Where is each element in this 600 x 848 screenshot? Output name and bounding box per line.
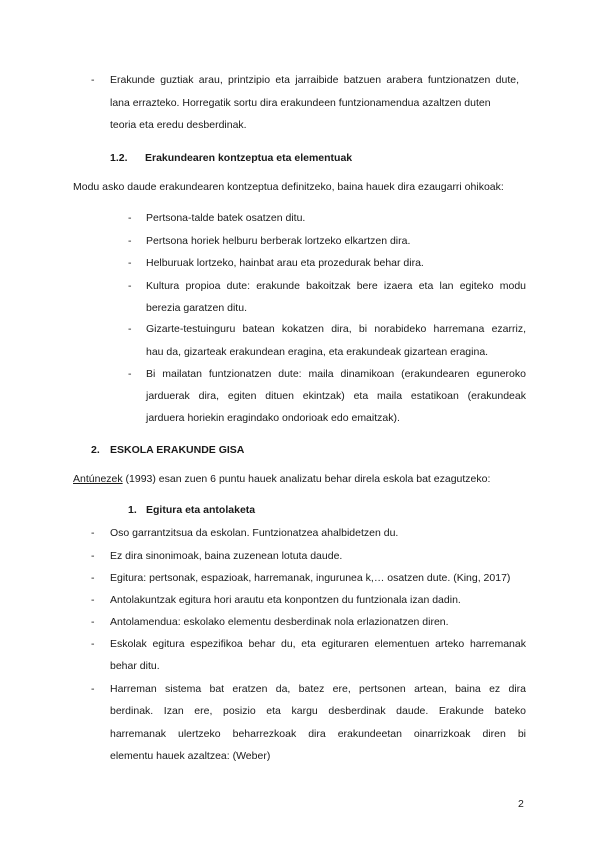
list-item: Antolakuntzak egitura hori arautu eta konpontzen du funtzionala izan dadin. [110,594,461,606]
list-item-cont: berezia garatzen ditu. [146,302,247,314]
lead-text: (1993) esan zuen 6 puntu hauek analizatu behar direla eskola bat ezagutzeko: [122,473,491,485]
bullet-dash: - [128,235,132,247]
list-item-cont: harremanak ulertzeko beharrezkoak dira erakundeetan oinarrizkoak diren bi [110,728,526,740]
bullet-dash: - [91,638,95,650]
bullet-dash: - [128,368,132,380]
list-item: Helburuak lortzeko, hainbat arau eta prozedurak behar dira. [146,257,424,269]
list-item-cont: behar ditu. [110,660,160,672]
page-number: 2 [518,798,524,810]
bullet-dash: - [91,616,95,628]
bullet-dash: - [91,527,95,539]
section-title: ESKOLA ERAKUNDE GISA [110,444,245,456]
bullet-dash: - [128,257,132,269]
list-item: Pertsona horiek helburu berberak lortzeko elkartzen dira. [146,235,411,247]
list-item: Bi mailatan funtzionatzen dute: maila dinamikoan (erakundearen eguneroko [146,368,526,380]
list-item: Gizarte-testuinguru batean kokatzen dira, bi norabideko harremana ezarriz, [146,323,526,335]
bullet-dash: - [91,683,95,695]
list-item: Pertsona-talde batek osatzen ditu. [146,212,306,224]
section-lead: Modu asko daude erakundearen kontzeptua definitzeko, baina hauek dira ezaugarri ohikoak: [73,181,504,193]
intro-line: teoria eta eredu desberdinak. [110,119,247,131]
bullet-dash: - [128,212,132,224]
bullet-dash: - [91,572,95,584]
list-item: Eskolak egitura espezifikoa behar du, eta egituraren elementuen arteko harremanak [110,638,526,650]
list-item-cont: berdinak. Izan ere, posizio eta kargu desberdinak daude. Erakunde bateko [110,705,526,717]
subsection-number: 1. [128,504,137,516]
list-item: Kultura propioa dute: erakunde bakoitzak bere izaera eta lan egiteko modu [146,280,526,292]
section-number: 2. [91,444,100,456]
list-item-cont: hau da, gizarteak erakundean eragina, eta erakundeak gizartean eragina. [146,346,489,358]
list-item-cont: elementu hauek azaltzea: (Weber) [110,750,271,762]
list-item: Harreman sistema bat eratzen da, batez ere, pertsonen artean, baina ez dira [110,683,526,695]
bullet-dash: - [128,323,132,335]
bullet-dash: - [128,280,132,292]
section-number: 1.2. [110,152,128,164]
section-title: Erakundearen kontzeptua eta elementuak [145,152,353,164]
list-item: Egitura: pertsonak, espazioak, harremanak, ingurunea k,… osatzen dute. (King, 2017) [110,572,511,584]
intro-line: Erakunde guztiak arau, printzipio eta jarraibide batzuen arabera funtzionatzen dute, [110,74,519,86]
bullet-dash: - [91,594,95,606]
bullet-dash: - [91,74,95,86]
bullet-dash: - [91,550,95,562]
list-item-cont: jarduera horiekin eragindako ondorioak edo emaitzak). [146,412,400,424]
section-lead [73,473,490,486]
list-item: Oso garrantzitsua da eskolan. Funtzionatzea ahalbidetzen du. [110,527,399,539]
intro-line: lana errazteko. Horregatik sortu dira erakundeen funtzionamendua azaltzen duten [110,97,491,109]
author-reference: Antúnezek [73,473,123,485]
subsection-title: Egitura eta antolaketa [146,504,256,516]
list-item: Ez dira sinonimoak, baina zuzenean lotuta daude. [110,550,343,562]
list-item-cont: jarduerak dira, egiten dituen ekintzak) eta maila estatikoan (erakundeak [146,390,526,402]
list-item: Antolamendua: eskolako elementu desberdinak nola erlazionatzen diren. [110,616,449,628]
